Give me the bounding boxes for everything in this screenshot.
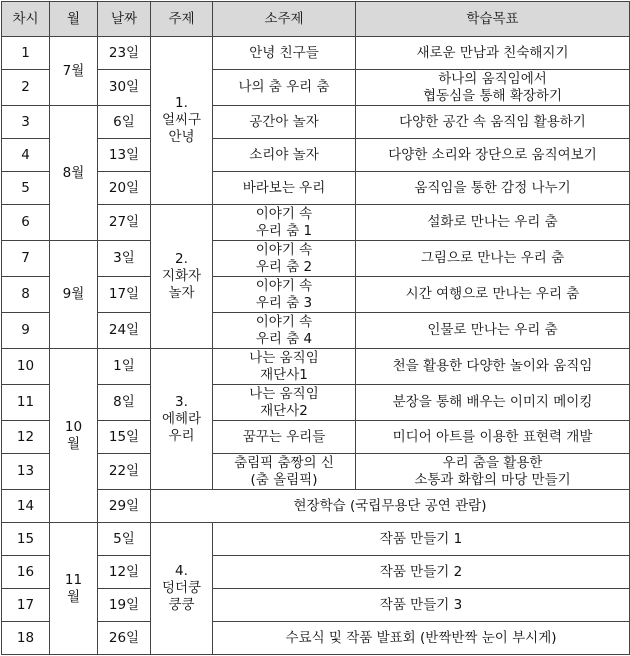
date-cell: 22일 (98, 454, 151, 490)
goal-cell: 새로운 만남과 친숙해지기 (356, 37, 630, 70)
goal-cell: 움직임을 통한 감정 나누기 (356, 172, 630, 205)
date-cell: 23일 (98, 37, 151, 70)
session-no: 17 (2, 589, 50, 622)
session-no: 15 (2, 523, 50, 556)
goal-cell: 천을 활용한 다양한 놀이와 움직임 (356, 349, 630, 385)
subtopic-cell: 안녕 친구들 (213, 37, 356, 70)
date-cell: 8일 (98, 385, 151, 421)
session-no: 6 (2, 205, 50, 241)
subtopic-cell: 소리야 놀자 (213, 139, 356, 172)
date-cell: 19일 (98, 589, 151, 622)
subtopic-cell: 춤림픽 춤짱의 신 (춤 올림픽) (213, 454, 356, 490)
session-no: 18 (2, 622, 50, 655)
date-cell: 26일 (98, 622, 151, 655)
goal-cell: 인물로 만나는 우리 춤 (356, 313, 630, 349)
goal-cell: 다양한 공간 속 움직임 활용하기 (356, 106, 630, 139)
table-row (2, 523, 630, 556)
subtopic-cell: 나는 움직임 재단사1 (213, 349, 356, 385)
header-month: 월 (50, 2, 98, 37)
goal-cell: 미디어 아트를 이용한 표현력 개발 (356, 421, 630, 454)
curriculum-table (1, 1, 630, 655)
month-cell: 10 월 (50, 349, 98, 523)
merged-activity-cell: 현장학습 (국립무용단 공연 관람) (151, 490, 630, 523)
date-cell: 29일 (98, 490, 151, 523)
goal-cell: 그림으로 만나는 우리 춤 (356, 241, 630, 277)
header-date: 날짜 (98, 2, 151, 37)
month-cell: 8월 (50, 106, 98, 241)
date-cell: 6일 (98, 106, 151, 139)
subtopic-cell: 나는 움직임 재단사2 (213, 385, 356, 421)
merged-activity-cell: 작품 만들기 3 (213, 589, 630, 622)
date-cell: 5일 (98, 523, 151, 556)
month-cell: 11 월 (50, 523, 98, 655)
session-no: 14 (2, 490, 50, 523)
header-row (2, 2, 630, 37)
header-subtopic: 소주제 (213, 2, 356, 37)
date-cell: 1일 (98, 349, 151, 385)
date-cell: 17일 (98, 277, 151, 313)
header-theme: 주제 (151, 2, 213, 37)
session-no: 5 (2, 172, 50, 205)
session-no: 8 (2, 277, 50, 313)
table-row (2, 37, 630, 70)
month-cell: 9월 (50, 241, 98, 349)
session-no: 12 (2, 421, 50, 454)
session-no: 9 (2, 313, 50, 349)
theme-cell: 1. 얼씨구 안녕 (151, 37, 213, 205)
subtopic-cell: 나의 춤 우리 춤 (213, 70, 356, 106)
goal-cell: 우리 춤을 활용한 소통과 화합의 마당 만들기 (356, 454, 630, 490)
date-cell: 12일 (98, 556, 151, 589)
session-no: 4 (2, 139, 50, 172)
subtopic-cell: 공간아 놀자 (213, 106, 356, 139)
table-row (2, 241, 630, 277)
goal-cell: 하나의 움직임에서 협동심을 통해 확장하기 (356, 70, 630, 106)
theme-cell: 2. 지화자 놀자 (151, 205, 213, 349)
theme-cell: 3. 에헤라 우리 (151, 349, 213, 490)
goal-cell: 설화로 만나는 우리 춤 (356, 205, 630, 241)
subtopic-cell: 이야기 속 우리 춤 3 (213, 277, 356, 313)
header-goal: 학습목표 (356, 2, 630, 37)
session-no: 10 (2, 349, 50, 385)
date-cell: 15일 (98, 421, 151, 454)
theme-cell: 4. 덩더쿵 쿵쿵 (151, 523, 213, 655)
merged-activity-cell: 작품 만들기 1 (213, 523, 630, 556)
session-no: 7 (2, 241, 50, 277)
goal-cell: 다양한 소리와 장단으로 움직여보기 (356, 139, 630, 172)
session-no: 2 (2, 70, 50, 106)
subtopic-cell: 바라보는 우리 (213, 172, 356, 205)
subtopic-cell: 꿈꾸는 우리들 (213, 421, 356, 454)
session-no: 1 (2, 37, 50, 70)
date-cell: 27일 (98, 205, 151, 241)
subtopic-cell: 이야기 속 우리 춤 2 (213, 241, 356, 277)
subtopic-cell: 이야기 속 우리 춤 1 (213, 205, 356, 241)
merged-activity-cell: 수료식 및 작품 발표회 (반짝반짝 눈이 부시게) (213, 622, 630, 655)
date-cell: 30일 (98, 70, 151, 106)
date-cell: 13일 (98, 139, 151, 172)
goal-cell: 시간 여행으로 만나는 우리 춤 (356, 277, 630, 313)
session-no: 13 (2, 454, 50, 490)
subtopic-cell: 이야기 속 우리 춤 4 (213, 313, 356, 349)
merged-activity-cell: 작품 만들기 2 (213, 556, 630, 589)
session-no: 3 (2, 106, 50, 139)
header-session: 차시 (2, 2, 50, 37)
session-no: 16 (2, 556, 50, 589)
month-cell: 7월 (50, 37, 98, 106)
date-cell: 24일 (98, 313, 151, 349)
date-cell: 3일 (98, 241, 151, 277)
table-row (2, 349, 630, 385)
date-cell: 20일 (98, 172, 151, 205)
session-no: 11 (2, 385, 50, 421)
table-row (2, 106, 630, 139)
goal-cell: 분장을 통해 배우는 이미지 메이킹 (356, 385, 630, 421)
